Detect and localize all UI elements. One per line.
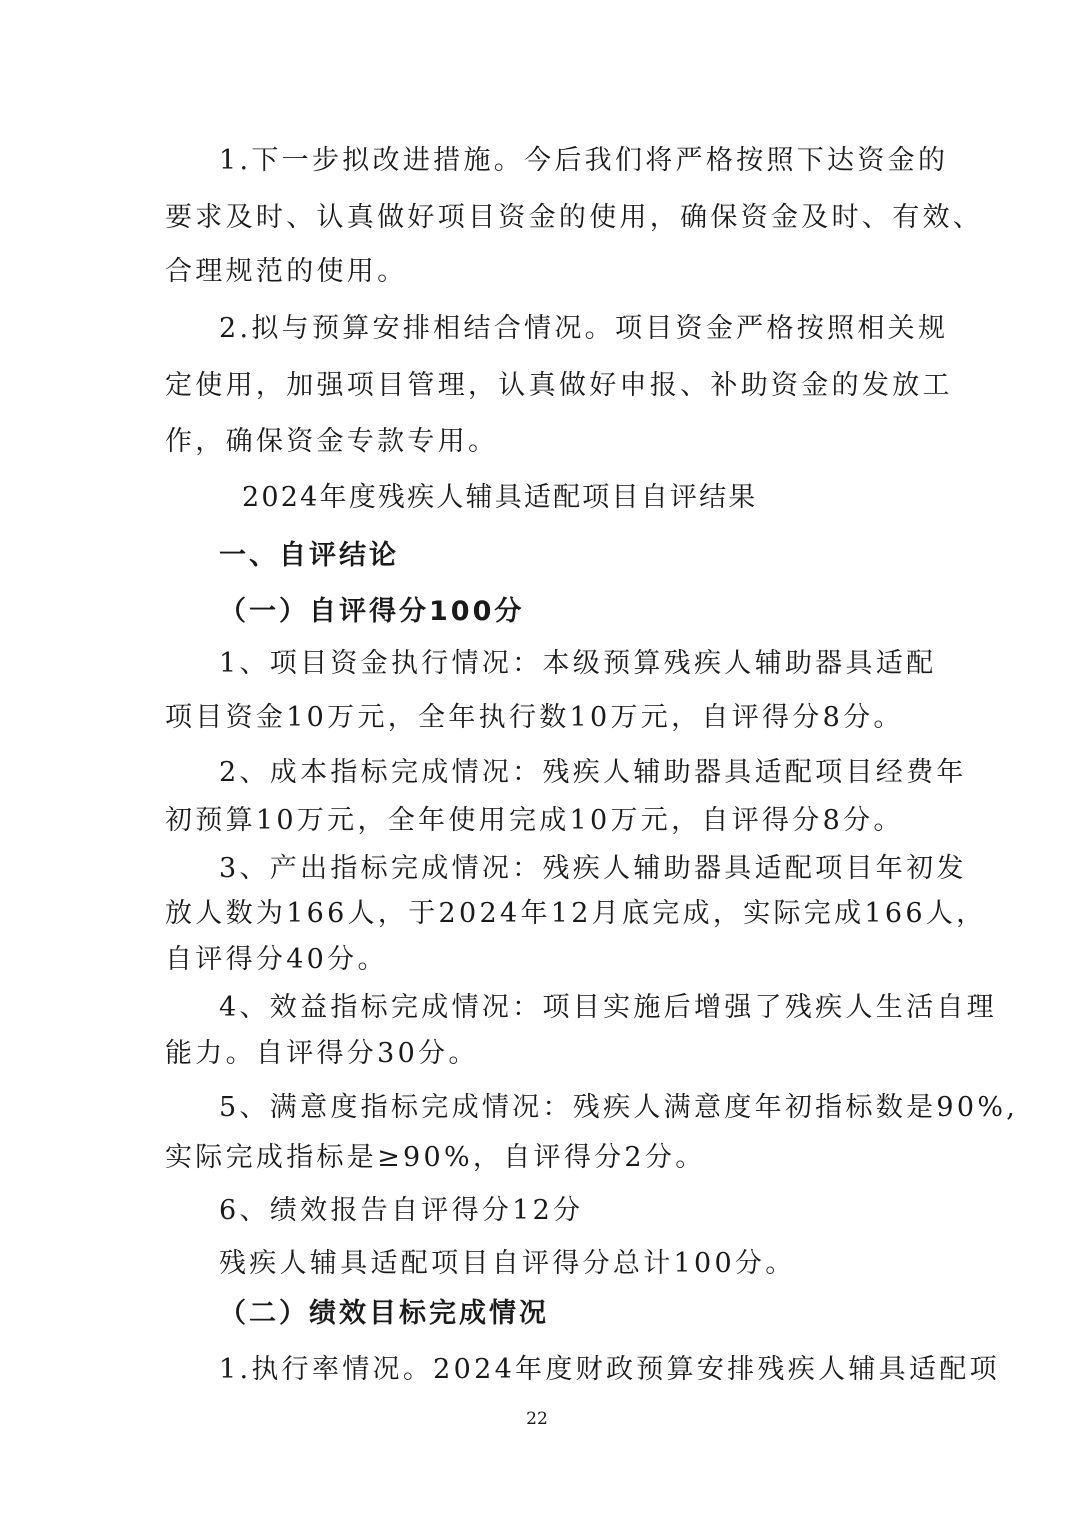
- heading-self-evaluation-conclusion: 一、自评结论: [219, 540, 399, 571]
- total-score-line: 残疾人辅具适配项目自评得分总计100分。: [219, 1248, 796, 1279]
- paragraph-1-line-1: 1.下一步拟改进措施。今后我们将严格按照下达资金的: [219, 145, 949, 176]
- item-5-line-2: 实际完成指标是≥90%，自评得分2分。: [165, 1142, 706, 1173]
- item-4-line-2: 能力。自评得分30分。: [165, 1038, 479, 1069]
- heading-performance-goals: （二）绩效目标完成情况: [219, 1298, 549, 1329]
- paragraph-1-line-2: 要求及时、认真做好项目资金的使用，确保资金及时、有效、: [165, 202, 984, 233]
- item-6-line: 6、绩效报告自评得分12分: [219, 1195, 584, 1226]
- section-title: 2024年度残疾人辅具适配项目自评结果: [242, 482, 758, 513]
- heading-self-evaluation-score: （一）自评得分100分: [219, 596, 525, 627]
- item-3-line-2: 放人数为166人，于2024年12月底完成，实际完成166人，: [165, 898, 987, 929]
- item-2-line-2: 初预算10万元，全年使用完成10万元，自评得分8分。: [165, 805, 904, 836]
- item-3-line-1: 3、产出指标完成情况：残疾人辅助器具适配项目年初发: [219, 853, 967, 884]
- paragraph-1-line-3: 合理规范的使用。: [165, 256, 408, 287]
- item-2-line-1: 2、成本指标完成情况：残疾人辅助器具适配项目经费年: [219, 757, 967, 788]
- paragraph-2-line-1: 2.拟与预算安排相结合情况。项目资金严格按照相关规: [219, 313, 949, 344]
- paragraph-2-line-2: 定使用，加强项目管理，认真做好申报、补助资金的发放工: [165, 370, 953, 401]
- item-5-line-1: 5、满意度指标完成情况：残疾人满意度年初指标数是90%,: [219, 1092, 1019, 1123]
- execution-rate-line: 1.执行率情况。2024年度财政预算安排残疾人辅具适配项: [219, 1354, 1000, 1385]
- page-number: 22: [526, 1409, 548, 1429]
- item-4-line-1: 4、效益指标完成情况：项目实施后增强了残疾人生活自理: [219, 992, 997, 1023]
- paragraph-2-line-3: 作，确保资金专款专用。: [165, 426, 499, 457]
- item-3-line-3: 自评得分40分。: [165, 944, 388, 975]
- item-1-line-2: 项目资金10万元，全年执行数10万元，自评得分8分。: [165, 702, 904, 733]
- item-1-line-1: 1、项目资金执行情况：本级预算残疾人辅助器具适配: [219, 648, 937, 679]
